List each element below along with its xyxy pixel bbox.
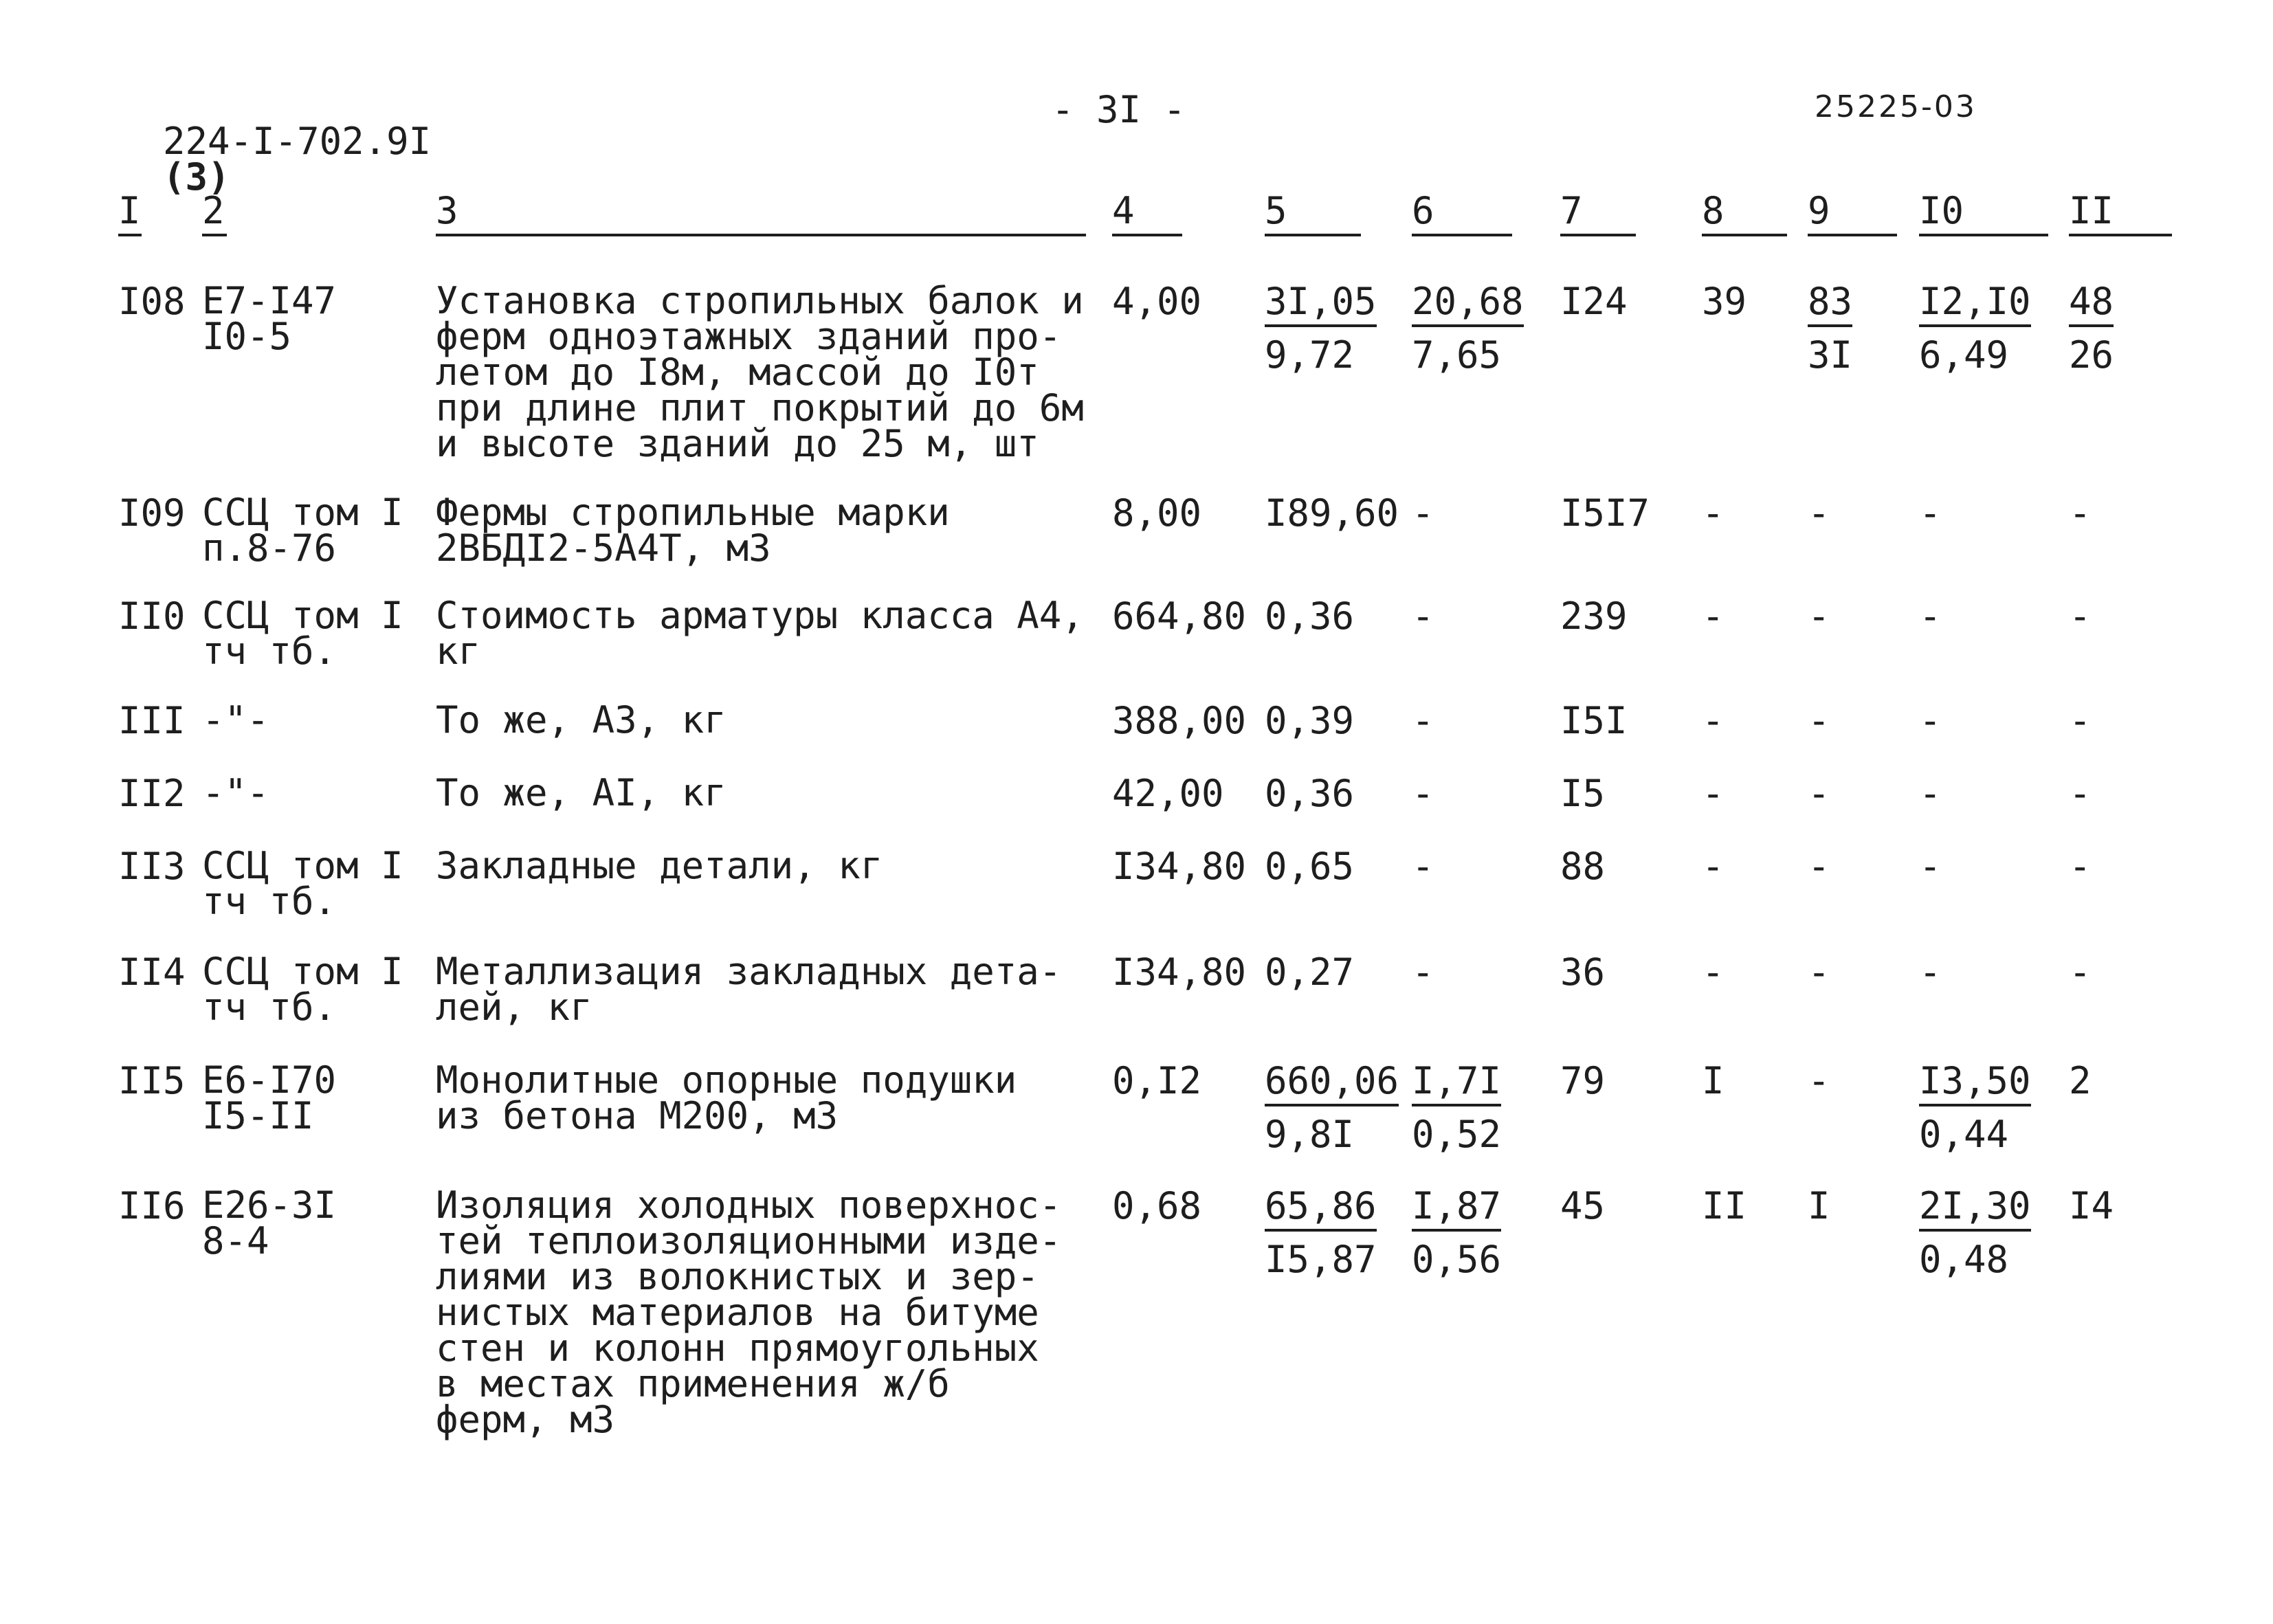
cell-col-10-numerator: I2,I0 — [1919, 283, 2031, 327]
document-code-number: 224-I-702.9I — [163, 120, 432, 163]
cost-reference-line: Е6-I70 — [202, 1058, 337, 1102]
cell-col-5: 0,65 — [1265, 845, 1355, 888]
cell-col-10-denominator: 0,48 — [1919, 1238, 2009, 1281]
work-description-line: лиями из волокнистых и зер- — [436, 1255, 1039, 1298]
work-description-line: Фермы стропильные марки — [436, 491, 950, 534]
cell-col-11 — [2069, 280, 2114, 377]
cost-reference-line: -"- — [202, 771, 269, 814]
cell-col-6 — [1412, 280, 1524, 377]
cell-col-6-denominator: 7,65 — [1412, 333, 1502, 377]
cell-col-5 — [1265, 1059, 1399, 1156]
column-header-8: 8 — [1702, 189, 1725, 232]
row-number: I08 — [118, 280, 186, 323]
cell-col-9-numerator: 83 — [1808, 283, 1852, 327]
cell-col-9: - — [1808, 594, 1830, 638]
page-number: - 3I - — [1052, 88, 1186, 131]
column-header-9: 9 — [1808, 189, 1830, 232]
cell-col-8: - — [1702, 845, 1725, 888]
cell-col-7: I24 — [1560, 280, 1628, 323]
work-description-line: и высоте зданий до 25 м, шт — [436, 422, 1039, 465]
cell-col-9: - — [1808, 699, 1830, 742]
cell-col-5: 0,36 — [1265, 594, 1355, 638]
cell-col-7: 45 — [1560, 1184, 1606, 1227]
work-description-line: стен и колонн прямоугольных — [436, 1326, 1039, 1370]
cost-reference-line: тч тб. — [202, 630, 337, 673]
column-header-underline — [118, 234, 142, 236]
work-description — [436, 594, 1084, 673]
work-description-line: То же, А3, кг — [436, 698, 727, 742]
cell-col-6: - — [1412, 950, 1434, 994]
cell-col-4: I34,80 — [1112, 950, 1247, 994]
cell-col-8: - — [1702, 699, 1725, 742]
cost-reference — [202, 1058, 337, 1137]
cost-reference-line: 8-4 — [202, 1219, 269, 1263]
cell-col-5-numerator: 65,86 — [1265, 1188, 1377, 1232]
cell-col-6-denominator: 0,56 — [1412, 1238, 1502, 1281]
cell-col-11: - — [2069, 772, 2092, 815]
cell-col-4: 42,00 — [1112, 772, 1224, 815]
cost-reference-line: ССЦ том I — [202, 844, 403, 887]
row-number: III — [118, 699, 186, 742]
cell-col-11: I4 — [2069, 1184, 2114, 1227]
column-header-underline — [1265, 234, 1361, 236]
column-header-1: I — [118, 189, 141, 232]
column-header-5: 5 — [1265, 189, 1287, 232]
cost-reference — [202, 1183, 337, 1263]
work-description-line: Установка стропильных балок и — [436, 279, 1084, 322]
work-description-line: То же, АI, кг — [436, 771, 727, 814]
work-description — [436, 1058, 1017, 1137]
document-code — [118, 88, 432, 199]
cell-col-8: I — [1702, 1059, 1725, 1102]
cell-col-7: 88 — [1560, 845, 1606, 888]
cell-col-6-numerator: 20,68 — [1412, 283, 1524, 327]
cost-reference — [202, 950, 403, 1029]
cost-reference — [202, 771, 269, 814]
cell-col-6: - — [1412, 491, 1434, 535]
work-description-line: Закладные детали, кг — [436, 844, 883, 887]
cell-col-6 — [1412, 1184, 1502, 1281]
work-description-line: тей теплоизоляционными изде- — [436, 1219, 1062, 1263]
cell-col-6: - — [1412, 594, 1434, 638]
work-description — [436, 491, 950, 570]
row-number: II4 — [118, 950, 186, 994]
cell-col-10 — [1919, 280, 2031, 377]
cell-col-7: 239 — [1560, 594, 1628, 638]
cell-col-8: - — [1702, 772, 1725, 815]
work-description-line: ферм, м3 — [436, 1398, 615, 1441]
cell-col-6-numerator: I,7I — [1412, 1063, 1501, 1106]
cell-col-11: - — [2069, 845, 2092, 888]
cost-reference — [202, 279, 337, 358]
cell-col-7: 79 — [1560, 1059, 1606, 1102]
cell-col-9: - — [1808, 772, 1830, 815]
cell-col-5-denominator: 9,72 — [1265, 333, 1355, 377]
column-header-7: 7 — [1560, 189, 1583, 232]
cell-col-7: I5 — [1560, 772, 1606, 815]
cost-reference-line: ССЦ том I — [202, 594, 403, 637]
cell-col-10-denominator: 0,44 — [1919, 1113, 2009, 1156]
cost-reference-line: Е26-3I — [202, 1183, 337, 1227]
cell-col-10: - — [1919, 772, 1942, 815]
row-number: II6 — [118, 1184, 186, 1227]
cell-col-9: - — [1808, 845, 1830, 888]
column-header-4: 4 — [1112, 189, 1135, 232]
cell-col-9: - — [1808, 491, 1830, 535]
cell-col-5: 0,39 — [1265, 699, 1355, 742]
cell-col-9: - — [1808, 1059, 1830, 1102]
column-header-underline — [1112, 234, 1182, 236]
work-description — [436, 1183, 1062, 1441]
cost-reference — [202, 844, 403, 923]
cell-col-10-denominator: 6,49 — [1919, 333, 2009, 377]
column-header-6: 6 — [1412, 189, 1434, 232]
cell-col-6-denominator: 0,52 — [1412, 1113, 1502, 1156]
work-description — [436, 279, 1084, 465]
column-header-underline — [2069, 234, 2172, 236]
row-number: II5 — [118, 1059, 186, 1102]
cell-col-6: - — [1412, 772, 1434, 815]
cell-col-10-numerator: 2I,30 — [1919, 1188, 2031, 1232]
cell-col-8: - — [1702, 491, 1725, 535]
cell-col-10-numerator: I3,50 — [1919, 1063, 2031, 1106]
work-description-line: Монолитные опорные подушки — [436, 1058, 1017, 1102]
cell-col-4: I34,80 — [1112, 845, 1247, 888]
cell-col-5: 0,27 — [1265, 950, 1355, 994]
cell-col-5 — [1265, 280, 1377, 377]
column-header-3: 3 — [436, 189, 458, 232]
cell-col-11-numerator: 48 — [2069, 283, 2114, 327]
cell-col-5 — [1265, 1184, 1377, 1281]
cell-col-10: - — [1919, 845, 1942, 888]
work-description — [436, 771, 727, 814]
work-description-line: лей, кг — [436, 986, 592, 1029]
cell-col-4: 0,I2 — [1112, 1059, 1202, 1102]
cell-col-8: II — [1702, 1184, 1747, 1227]
cell-col-8: - — [1702, 594, 1725, 638]
cell-col-11: - — [2069, 491, 2092, 535]
work-description-line: Металлизация закладных дета- — [436, 950, 1062, 993]
work-description-line: из бетона М200, м3 — [436, 1094, 839, 1137]
cell-col-9-denominator: 3I — [1808, 333, 1853, 377]
work-description-line: в местах применения ж/б — [436, 1362, 950, 1405]
column-header-underline — [1702, 234, 1787, 236]
column-header-underline — [1919, 234, 2048, 236]
cell-col-7: I5I — [1560, 699, 1628, 742]
cell-col-11-denominator: 26 — [2069, 333, 2114, 377]
work-description-line: нистых материалов на битуме — [436, 1291, 1039, 1334]
row-number: II0 — [118, 594, 186, 638]
cost-reference-line: тч тб. — [202, 880, 337, 923]
cell-col-6: - — [1412, 845, 1434, 888]
cost-reference-line: Е7-I47 — [202, 279, 337, 322]
cell-col-6 — [1412, 1059, 1502, 1156]
column-header-underline — [202, 234, 227, 236]
cell-col-4: 664,80 — [1112, 594, 1247, 638]
cell-col-5-denominator: 9,8I — [1265, 1113, 1355, 1156]
work-description-line: при длине плит покрытий до 6м — [436, 386, 1084, 430]
column-header-underline — [1412, 234, 1512, 236]
column-header-11: II — [2069, 189, 2114, 232]
cell-col-11: - — [2069, 950, 2092, 994]
column-header-underline — [1808, 234, 1897, 236]
cell-col-10 — [1919, 1059, 2031, 1156]
cell-col-9 — [1808, 280, 1853, 377]
cell-col-5: 0,36 — [1265, 772, 1355, 815]
cell-col-4: 8,00 — [1112, 491, 1202, 535]
work-description — [436, 950, 1062, 1029]
document-part: (3) — [163, 155, 230, 199]
cost-reference-line: тч тб. — [202, 986, 337, 1029]
cost-reference — [202, 698, 269, 742]
cell-col-5-numerator: 660,06 — [1265, 1063, 1399, 1106]
cell-col-4: 388,00 — [1112, 699, 1247, 742]
work-description-line: кг — [436, 630, 481, 673]
cell-col-10 — [1919, 1184, 2031, 1281]
cell-col-11: - — [2069, 699, 2092, 742]
cell-col-4: 4,00 — [1112, 280, 1202, 323]
cell-col-7: I5I7 — [1560, 491, 1650, 535]
work-description — [436, 698, 727, 742]
cell-col-5-numerator: 3I,05 — [1265, 283, 1377, 327]
cost-reference-line: I5-II — [202, 1094, 314, 1137]
cell-col-10: - — [1919, 491, 1942, 535]
cell-col-6-numerator: I,87 — [1412, 1188, 1501, 1232]
cell-col-7: 36 — [1560, 950, 1606, 994]
cell-col-9: - — [1808, 950, 1830, 994]
column-header-2: 2 — [202, 189, 225, 232]
cell-col-10: - — [1919, 699, 1942, 742]
work-description-line: Стоимость арматуры класса А4, — [436, 594, 1084, 637]
cell-col-11: - — [2069, 594, 2092, 638]
cell-col-6: - — [1412, 699, 1434, 742]
cost-reference-line: ССЦ том I — [202, 491, 403, 534]
cell-col-8: 39 — [1702, 280, 1747, 323]
cost-reference — [202, 491, 403, 570]
work-description-line: летом до I8м, массой до I0т — [436, 351, 1039, 394]
cell-col-11: 2 — [2069, 1059, 2092, 1102]
cost-reference-line: п.8-76 — [202, 526, 337, 570]
work-description-line: 2ВБДI2-5А4Т, м3 — [436, 526, 771, 570]
cost-reference-line: ССЦ том I — [202, 950, 403, 993]
cell-col-9: I — [1808, 1184, 1830, 1227]
column-header-underline — [436, 234, 1086, 236]
cell-col-10: - — [1919, 950, 1942, 994]
work-description-line: ферм одноэтажных зданий про- — [436, 315, 1062, 358]
column-header-underline — [1560, 234, 1636, 236]
cell-col-10: - — [1919, 594, 1942, 638]
work-description-line: Изоляция холодных поверхнос- — [436, 1183, 1062, 1227]
cost-reference — [202, 594, 403, 673]
cost-reference-line: -"- — [202, 698, 269, 742]
row-number: II2 — [118, 772, 186, 815]
row-number: II3 — [118, 845, 186, 888]
work-description — [436, 844, 883, 887]
document-registration-number: 25225-03 — [1815, 89, 1977, 124]
column-header-10: I0 — [1919, 189, 1964, 232]
row-number: I09 — [118, 491, 186, 535]
cell-col-5: I89,60 — [1265, 491, 1399, 535]
cost-reference-line: I0-5 — [202, 315, 292, 358]
cell-col-8: - — [1702, 950, 1725, 994]
cell-col-5-denominator: I5,87 — [1265, 1238, 1377, 1281]
cell-col-4: 0,68 — [1112, 1184, 1202, 1227]
